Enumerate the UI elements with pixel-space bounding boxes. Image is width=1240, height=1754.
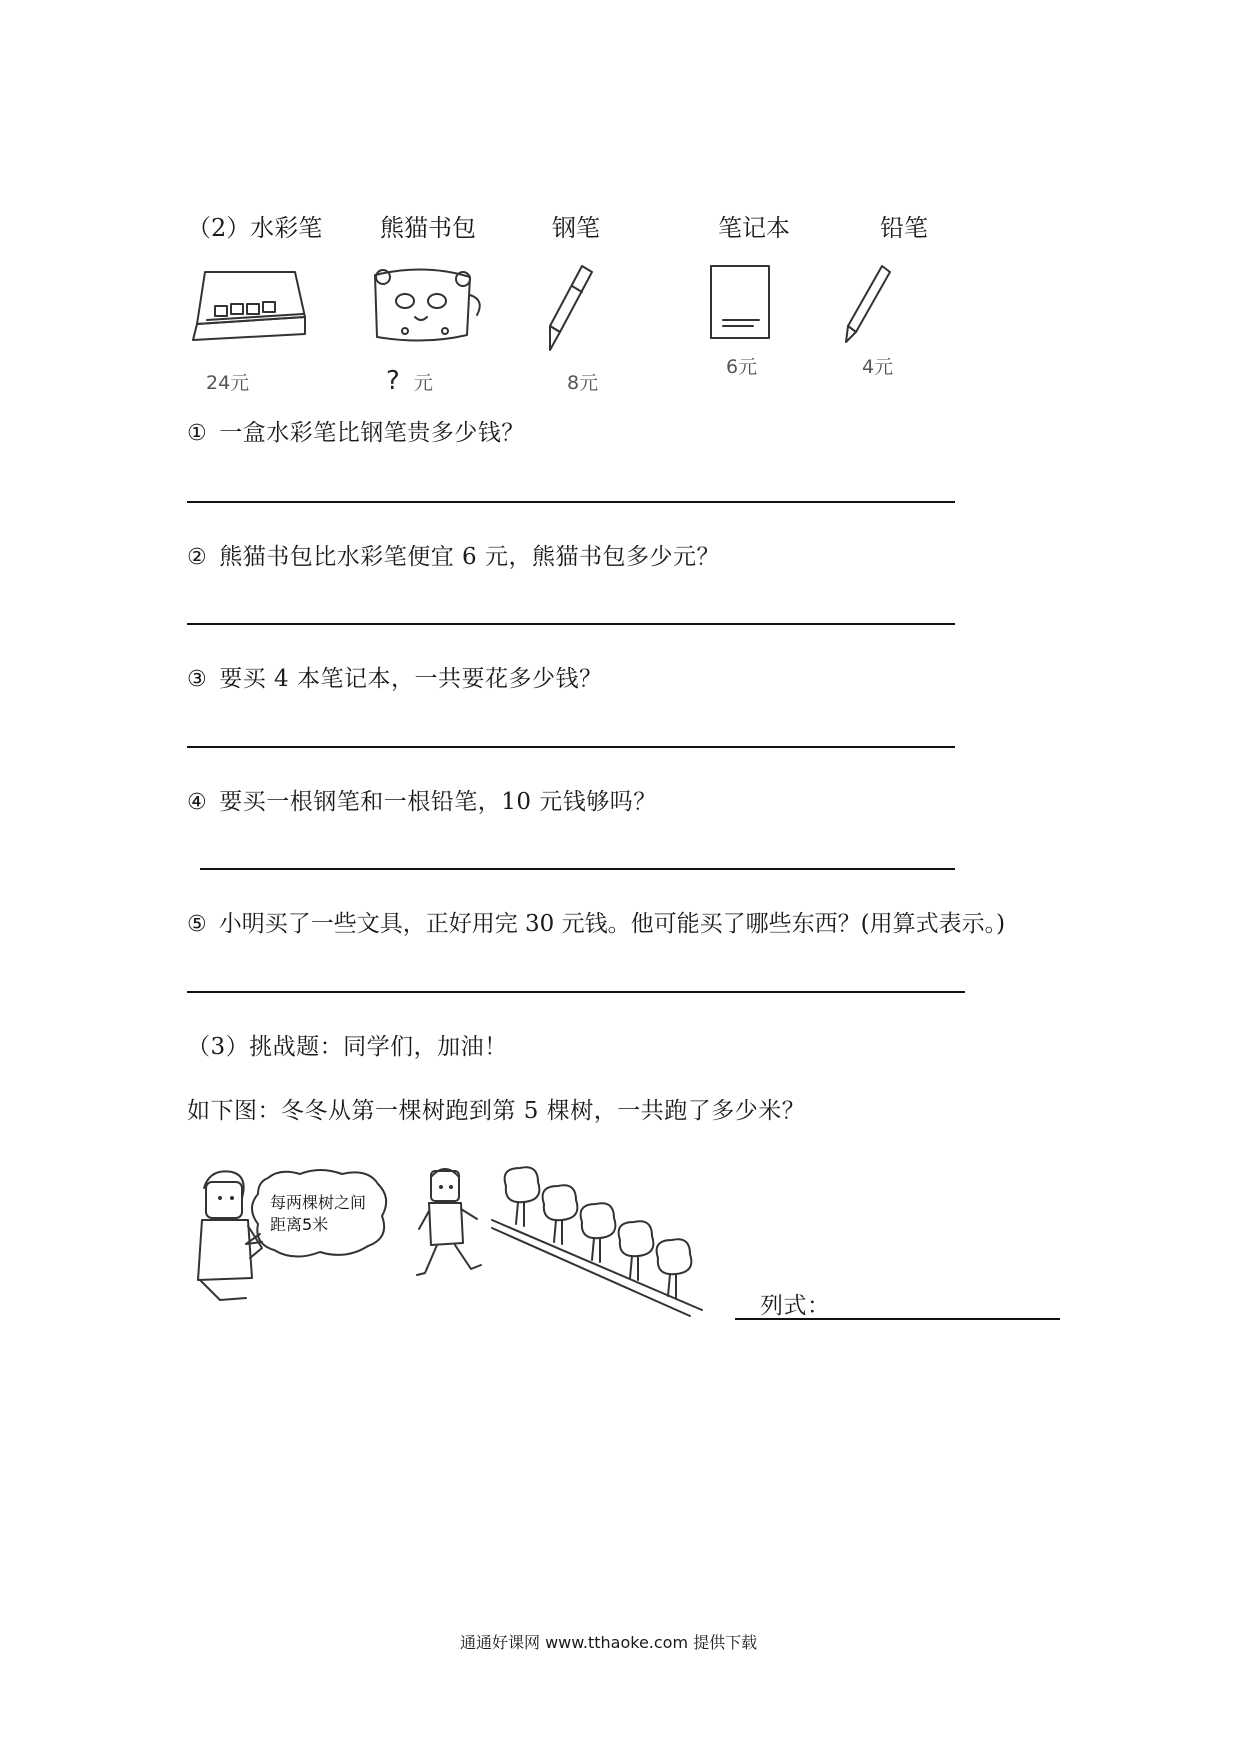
question-number: ②: [187, 545, 208, 570]
trees-on-slope-icon: [490, 1160, 740, 1320]
bubble-line-2: 距离5米: [270, 1215, 329, 1234]
notebook-icon: [705, 262, 775, 342]
tree-4-icon: [619, 1221, 654, 1280]
question-text: 一盒水彩笔比钢笔贵多少钱？: [219, 420, 525, 446]
price-pencil: 4元: [862, 356, 894, 378]
tree-1-icon: [505, 1167, 540, 1226]
tree-3-icon: [581, 1203, 616, 1262]
section2-header-1: [187, 208, 322, 243]
price-notebook: 6元: [726, 356, 758, 378]
section3-prompt: 如下图：冬冬从第一棵树跑到第 5 棵树，一共跑了多少米？: [187, 1098, 806, 1124]
bubble-line-1: 每两棵树之间: [270, 1193, 367, 1212]
question-number: ①: [187, 421, 208, 446]
tree-2-icon: [543, 1185, 578, 1244]
watercolor-pen-box-icon: [185, 262, 310, 347]
question-text: 要买一根钢笔和一根铅笔，10 元钱够吗？: [219, 789, 657, 815]
running-child-icon: [415, 1165, 490, 1285]
price-panda-bag: [386, 366, 433, 396]
answer-line-5[interactable]: [187, 991, 965, 993]
section3-title: （3）挑战题：同学们，加油！: [187, 1034, 508, 1060]
panda-schoolbag-icon: [365, 265, 490, 350]
pencil-icon: [838, 262, 898, 347]
question-number: ③: [187, 667, 208, 692]
question-text: 熊猫书包比水彩笔便宜 6 元，熊猫书包多少元？: [219, 544, 720, 570]
item-name-pencil: 铅笔: [880, 214, 928, 242]
answer-line-2[interactable]: [187, 623, 955, 625]
speech-bubble-text: [270, 1192, 366, 1236]
footer-text: 通通好课网 www.tthaoke.com 提供下载: [460, 1633, 758, 1652]
answer-line-6[interactable]: [735, 1318, 1060, 1320]
fountain-pen-icon: [538, 262, 598, 357]
answer-label: 列式：: [760, 1293, 831, 1319]
item-name-watercolor: 水彩笔: [250, 214, 323, 242]
question-number: ⑤: [187, 912, 207, 937]
answer-line-3[interactable]: [187, 746, 955, 748]
price-watercolor: 24元: [206, 372, 250, 394]
item-name-fountain-pen: 钢笔: [552, 214, 600, 242]
tree-5-icon: [657, 1239, 692, 1298]
price-unit: 元: [413, 372, 433, 394]
answer-line-1[interactable]: [187, 501, 955, 503]
section2-label: （2）: [187, 214, 251, 242]
question-4: [187, 783, 657, 816]
price-fountain-pen: 8元: [567, 372, 599, 394]
question-number: ④: [187, 790, 208, 815]
question-3: [187, 660, 603, 693]
item-name-notebook: 笔记本: [718, 214, 790, 242]
question-text: 要买 4 本笔记本，一共要花多少钱？: [219, 666, 603, 692]
question-text: 小明买了一些文具，正好用完 30 元钱。他可能买了哪些东西？(用算式表示。): [218, 911, 1006, 937]
question-1: [187, 414, 525, 447]
question-5: [187, 905, 1005, 938]
item-name-panda-bag: 熊猫书包: [380, 214, 476, 242]
question-2: [187, 538, 720, 571]
answer-line-4[interactable]: [200, 868, 955, 870]
price-unknown-mark: ?: [386, 366, 400, 396]
